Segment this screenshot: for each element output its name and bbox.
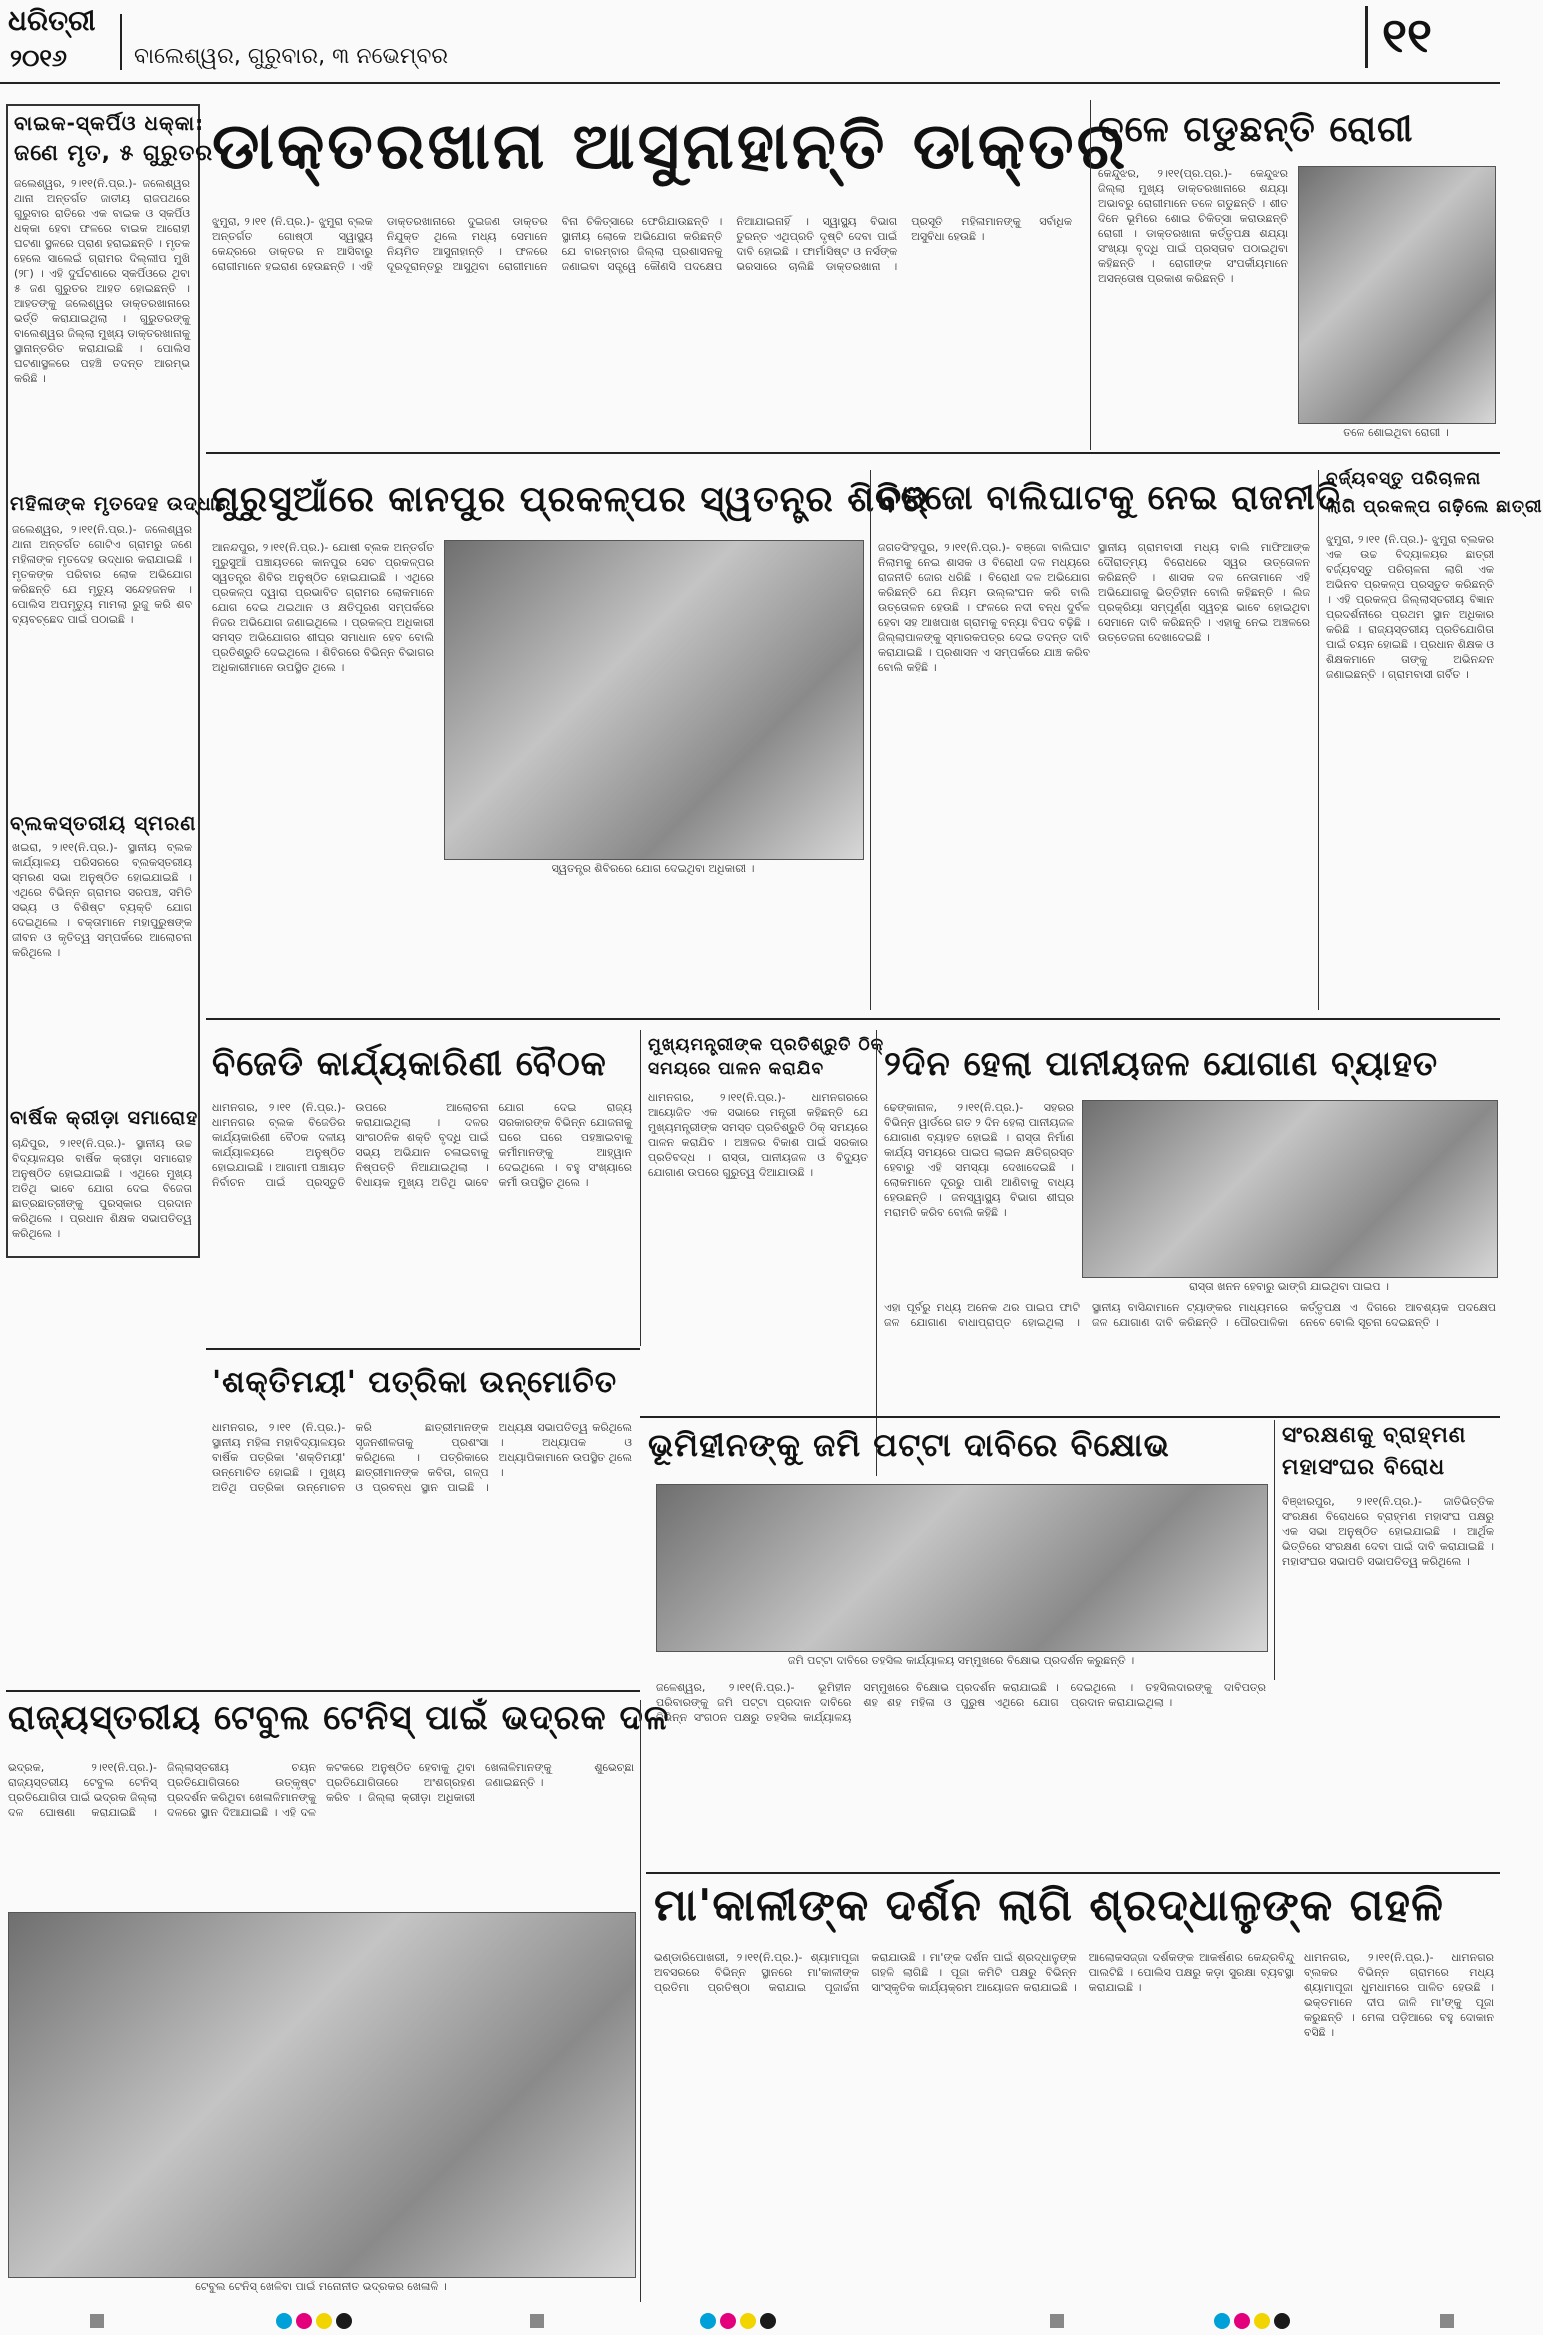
- color-dots-right: [1214, 2313, 1304, 2331]
- top-right-body: କେନ୍ଦୁଝର, ୨।୧୧(ପ୍ର.ପ୍ର.)- କେନ୍ଦୁଝର ଜିଲ୍ଲା ମୁଖ୍ୟ ଡାକ୍ତରଖାନାରେ ଶଯ୍ୟା ଅଭାବରୁ ରୋଗୀମାନେ ତଳେ ଗଡୁଛନ୍ତି । ଶୀତ ଦିନେ ଭୂମିରେ ଶୋଇ ଚିକିତ୍ସା କରାଉଛନ୍ତି ରୋଗୀ । ଡାକ୍ତରଖାନା କର୍ତ୍ତୃପକ୍ଷ ଶଯ୍ୟା ସଂଖ୍ୟା ବୃଦ୍ଧି ପାଇଁ ପ୍ରସ୍ତାବ ପଠାଇଥିବା କହିଛନ୍ତି । ରୋଗୀଙ୍କ ସଂପର୍କୀୟମାନେ ଅସନ୍ତୋଷ ପ୍ରକାଶ କରିଛନ୍ତି ।: [1098, 166, 1288, 436]
- murusuan-headline: ମୁରୁସୁଆଁରେ କାନପୁର ପ୍ରକଳ୍ପର ସ୍ୱତନ୍ତ୍ର ଶିବିର: [212, 479, 929, 520]
- yellow-dot: [740, 2313, 756, 2329]
- bajra-kicker: ବର୍ଜ୍ୟବସ୍ତୁ ପରିଚାଳନା: [1326, 469, 1482, 489]
- sanrakshana-body: ବିଞ୍ଝାରପୁର, ୨।୧୧(ନି.ପ୍ର.)- ଜାତିଭିତ୍ତିକ ସଂରକ୍ଷଣ ବିରୋଧରେ ବ୍ରାହ୍ମଣ ମହାସଂଘ ପକ୍ଷରୁ ଏକ ସଭା ଅନୁଷ୍ଠିତ ହୋଇଯାଇଛି । ଆର୍ଥିକ ଭିତ୍ତିରେ ସଂରକ୍ଷଣ ଦେବା ପାଇଁ ଦାବି କରାଯାଇଛି । ମହାସଂଘର ସଭାପତି ସଭାପତିତ୍ୱ କରିଥିଲେ ।: [1282, 1494, 1494, 1862]
- team-photo: [8, 1912, 636, 2278]
- bhumi-headline: ଭୂମିହୀନଙ୍କୁ ଜମି ପଟ୍ଟା ଦାବିରେ ବିକ୍ଷୋଭ: [648, 1426, 1170, 1464]
- row2-rule: [206, 1018, 1500, 1020]
- top-right-caption: ତଳେ ଶୋଇଥିବା ରୋଗୀ ।: [1343, 426, 1449, 439]
- bajra-headline: ଲାଗି ପ୍ରକଳ୍ପ ଗଢ଼ିଲେ ଛାତ୍ରୀ: [1326, 497, 1543, 517]
- row4-divider: [1274, 1420, 1275, 1680]
- kali-body-2: ଧାମନଗର, ୨।୧୧(ନି.ପ୍ର.)- ଧାମନଗର ବ୍ଲକର ବିଭିନ୍ନ ଗ୍ରାମରେ ମଧ୍ୟ ଶ୍ୟାମାପୂଜା ଧୁମଧାମରେ ପାଳିତ ହେଉଛି । ଭକ୍ତମାନେ ଦୀପ ଜାଳି ମା'ଙ୍କୁ ପୂଜା କରୁଛନ୍ତି । ମେଳା ପଡ଼ିଆରେ ବହୁ ଦୋକାନ ବସିଛି ।: [1304, 1950, 1494, 2292]
- s4-body: ଚାନ୍ଦିପୁର, ୨।୧୧(ନି.ପ୍ର.)- ସ୍ଥାନୀୟ ଉଚ୍ଚ ବିଦ୍ୟାଳୟର ବାର୍ଷିକ କ୍ରୀଡ଼ା ସମାରୋହ ଅନୁଷ୍ଠିତ ହୋଇଯାଇଛି । ଏଥିରେ ମୁଖ୍ୟ ଅତିଥି ଭାବେ ଯୋଗ ଦେଇ ବିଜେତା ଛାତ୍ରଛାତ୍ରୀଙ୍କୁ ପୁରସ୍କାର ପ୍ରଦାନ କରିଥିଲେ । ପ୍ରଧାନ ଶିକ୍ଷକ ସଭାପତିତ୍ୱ କରିଥିଲେ ।: [12, 1136, 192, 1250]
- s1-kicker: ବାଇକ-ସ୍କର୍ପିଓ ଧକ୍କା:: [14, 111, 205, 135]
- kali-body: ଭଣ୍ଡାରିପୋଖରୀ, ୨।୧୧(ନି.ପ୍ର.)- ଶ୍ୟାମାପୂଜା ଅବସରରେ ବିଭିନ୍ନ ସ୍ଥାନରେ ମା'କାଳୀଙ୍କ ପ୍ରତିମା ପ୍ରତିଷ୍ଠା କରାଯାଇ ପୂଜାର୍ଚ୍ଚନା କରାଯାଉଛି । ମା'ଙ୍କ ଦର୍ଶନ ପାଇଁ ଶ୍ରଦ୍ଧାଳୁଙ୍କ ଗହଳି ଲାଗିଛି । ପୂଜା କମିଟି ପକ୍ଷରୁ ବିଭିନ୍ନ ସାଂସ୍କୃତିକ କାର୍ଯ୍ୟକ୍ରମ ଆୟୋଜନ କରାଯାଇଛି । ଆଲୋକସଜ୍ଜା ଦର୍ଶକଙ୍କ ଆକର୍ଷଣର କେନ୍ଦ୍ରବିନ୍ଦୁ ପାଲଟିଛି । ପୋଲିସ ପକ୍ଷରୁ କଡ଼ା ସୁରକ୍ଷା ବ୍ୟବସ୍ଥା କରାଯାଇଛି ।: [654, 1950, 1294, 2292]
- row2-divider-2: [1318, 470, 1319, 1010]
- lead-headline: ଡାକ୍ତରଖାନା ଆସୁନାହାନ୍ତି ଡାକ୍ତର: [212, 110, 1129, 184]
- s3-body: ଖଇରା, ୨।୧୧(ନି.ପ୍ର.)- ସ୍ଥାନୀୟ ବ୍ଲକ କାର୍ଯ୍ୟାଳୟ ପରିସରରେ ବ୍ଲକସ୍ତରୀୟ ସ୍ମରଣ ସଭା ଅନୁଷ୍ଠିତ ହୋଇଯାଇଛି । ଏଥିରେ ବିଭିନ୍ନ ଗ୍ରାମର ସରପଞ୍ଚ, ସମିତି ସଭ୍ୟ ଓ ବିଶିଷ୍ଟ ବ୍ୟକ୍ତି ଯୋଗ ଦେଇଥିଲେ । ବକ୍ତାମାନେ ମହାପୁରୁଷଙ୍କ ଜୀବନ ଓ କୃତିତ୍ୱ ସମ୍ପର୍କରେ ଆଲୋଚନା କରିଥିଲେ ।: [12, 840, 192, 1100]
- masthead-divider: [120, 14, 122, 70]
- shakti-headline: 'ଶକ୍ତିମୟୀ' ପତ୍ରିକା ଉନ୍ମୋଚିତ: [212, 1365, 618, 1400]
- page-number-box: [1365, 6, 1498, 68]
- cyan-dot: [276, 2313, 292, 2329]
- patients-floor-photo: [1298, 166, 1496, 424]
- row3-divider-1: [640, 1030, 641, 1346]
- protest-photo: [656, 1484, 1268, 1652]
- tt-headline: ରାଜ୍ୟସ୍ତରୀୟ ଟେବୁଲ ଟେନିସ୍ ପାଇଁ ଭଦ୍ରକ ଦଳ: [8, 1698, 670, 1738]
- bajra-body: ଝୁମୁରା, ୨।୧୧ (ନି.ପ୍ର.)- ଝୁମୁରା ବ୍ଲକର ଏକ ଉଚ୍ଚ ବିଦ୍ୟାଳୟର ଛାତ୍ରୀ ବର୍ଜ୍ୟବସ୍ତୁ ପରିଚାଳନା ଲାଗି ଏକ ଅଭିନବ ପ୍ରକଳ୍ପ ପ୍ରସ୍ତୁତ କରିଛନ୍ତି । ଏହି ପ୍ରକଳ୍ପ ଜିଲ୍ଲାସ୍ତରୀୟ ବିଜ୍ଞାନ ପ୍ରଦର୍ଶନୀରେ ପ୍ରଥମ ସ୍ଥାନ ଅଧିକାର କରିଛି । ରାଜ୍ୟସ୍ତରୀୟ ପ୍ରତିଯୋଗିତା ପାଇଁ ଚୟନ ହୋଇଛି । ପ୍ରଧାନ ଶିକ୍ଷକ ଓ ଶିକ୍ଷକମାନେ ତାଙ୍କୁ ଅଭିନନ୍ଦନ ଜଣାଇଛନ୍ତି । ଗ୍ରାମବାସୀ ଗର୍ବିତ ।: [1326, 532, 1494, 1010]
- registration-square: [1050, 2314, 1064, 2328]
- banjo-col2: ସ୍ଥାନୀୟ ଗ୍ରାମବାସୀ ମଧ୍ୟ ବାଲି ମାଫିଆଙ୍କ ଦୌରାତ୍ମ୍ୟ ବିରୋଧରେ ସ୍ୱର ଉତ୍ତୋଳନ କରିଛନ୍ତି । ଶାସକ ଦଳ ନେତାମାନେ ଏହି ଅଭିଯୋଗକୁ ଭିତ୍ତିହୀନ ବୋଲି କହିଛନ୍ତି । ଲିଜ ପ୍ରକ୍ରିୟା ସମ୍ପୂର୍ଣ୍ଣ ସ୍ୱଚ୍ଛ ଭାବେ ହୋଇଥିବା ସେମାନେ ଦାବି କରିଛନ୍ତି । ଏହାକୁ ନେଇ ଅଞ୍ଚଳରେ ଉତ୍ତେଜନା ଦେଖାଦେଇଛି ।: [1098, 540, 1310, 1010]
- masthead-rule: [0, 82, 1500, 84]
- s3-headline: ବ୍ଲକସ୍ତରୀୟ ସ୍ମରଣ: [10, 811, 197, 835]
- shakti-body: ଧାମନଗର, ୨।୧୧ (ନି.ପ୍ର.)- ସ୍ଥାନୀୟ ମହିଳା ମହାବିଦ୍ୟାଳୟର ବାର୍ଷିକ ପତ୍ରିକା 'ଶକ୍ତିମୟୀ' ଉନ୍ମୋଚିତ ହୋଇଛି । ମୁଖ୍ୟ ଅତିଥି ପତ୍ରିକା ଉନ୍ମୋଚନ କରି ଛାତ୍ରୀମାନଙ୍କ ସୃଜନଶୀଳତାକୁ ପ୍ରଶଂସା କରିଥିଲେ । ପତ୍ରିକାରେ ଛାତ୍ରୀମାନଙ୍କ କବିତା, ଗଳ୍ପ ଓ ପ୍ରବନ୍ଧ ସ୍ଥାନ ପାଇଛି । ଅଧ୍ୟକ୍ଷ ସଭାପତିତ୍ୱ କରିଥିଲେ । ଅଧ୍ୟାପକ ଓ ଅଧ୍ୟାପିକାମାନେ ଉପସ୍ଥିତ ଥିଲେ ।: [212, 1420, 632, 1680]
- camp-photo: [444, 540, 864, 860]
- row4-rule: [6, 1690, 640, 1692]
- s1-body: ଜଲେଶ୍ୱର, ୨।୧୧(ନି.ପ୍ର.)- ଜଲେଶ୍ୱର ଥାନା ଅନ୍ତର୍ଗତ ଜାତୀୟ ରାଜପଥରେ ଗୁରୁବାର ରାତିରେ ଏକ ବାଇକ ଓ ସ୍କର୍ପିଓ ଧକ୍କା ହେବା ଫଳରେ ବାଇକ ଆରୋହୀ ଘଟଣା ସ୍ଥଳରେ ପ୍ରାଣ ହରାଇଛନ୍ତି । ମୃତକ ହେଲେ ସାଲେଇଁ ଗ୍ରାମର ଦିଲ୍ଲୀପ ମୁଖି (୨୮) । ଏହି ଦୁର୍ଘଟଣାରେ ସ୍କର୍ପିଓରେ ଥିବା ୫ ଜଣ ଗୁରୁତର ଆହତ ହୋଇଛନ୍ତି । ଆହତଙ୍କୁ ଜଲେଶ୍ୱର ଡାକ୍ତରଖାନାରେ ଭର୍ତ୍ତି କରାଯାଇଥିଲା । ଗୁରୁତରଙ୍କୁ ବାଲେଶ୍ୱର ଜିଲ୍ଲା ମୁଖ୍ୟ ଡାକ୍ତରଖାନାକୁ ସ୍ଥାନାନ୍ତରିତ କରାଯାଇଛି । ପୋଲିସ ଘଟଣାସ୍ଥଳରେ ପହଞ୍ଚି ତଦନ୍ତ ଆରମ୍ଭ କରିଛି ।: [14, 176, 190, 456]
- black-dot: [1274, 2313, 1290, 2329]
- registration-square: [90, 2314, 104, 2328]
- row3-rule-right: [640, 1416, 1500, 1418]
- kali-headline: ମା'କାଳୀଙ୍କ ଦର୍ଶନ ଲାଗି ଶ୍ରଦ୍ଧାଳୁଙ୍କ ଗହଳି: [654, 1880, 1444, 1931]
- row5-rule: [646, 1872, 1500, 1874]
- color-dots-center: [700, 2313, 790, 2331]
- yellow-dot: [316, 2313, 332, 2329]
- magenta-dot: [1234, 2313, 1250, 2329]
- row1-rule: [206, 452, 1500, 454]
- s2-headline: ମହିଳାଙ୍କ ମୃତଦେହ ଉଦ୍ଧାର: [10, 493, 232, 515]
- top-right-headline: ତଳେ ଗଡୁଛନ୍ତି ରୋଗୀ: [1098, 109, 1414, 150]
- bhumi-caption: ଜମି ପଟ୍ଟା ଦାବିରେ ତହସିଲ କାର୍ଯ୍ୟାଳୟ ସମ୍ମୁଖରେ ବିକ୍ଷୋଭ ପ୍ରଦର୍ଶନ କରୁଛନ୍ତି ।: [787, 1654, 1135, 1667]
- murusuan-body: ଆନନ୍ଦପୁର, ୨।୧୧(ନି.ପ୍ର.)- ଯୋଷୀ ବ୍ଲକ ଅନ୍ତର୍ଗତ ମୁରୁସୁଆଁ ପଞ୍ଚାୟତରେ କାନପୁର ସେଚ ପ୍ରକଳ୍ପର ସ୍ୱତନ୍ତ୍ର ଶିବିର ଅନୁଷ୍ଠିତ ହୋଇଯାଇଛି । ଏଥିରେ ପ୍ରକଳ୍ପ ଦ୍ୱାରା ପ୍ରଭାବିତ ଗ୍ରାମର ଲୋକମାନେ ଯୋଗ ଦେଇ ଥଇଥାନ ଓ କ୍ଷତିପୂରଣ ସମ୍ପର୍କରେ ନିଜର ଅଭିଯୋଗ ଜଣାଇଥିଲେ । ପ୍ରକଳ୍ପ ଅଧିକାରୀ ସମସ୍ତ ଅଭିଯୋଗର ଶୀଘ୍ର ସମାଧାନ ହେବ ବୋଲି ପ୍ରତିଶ୍ରୁତି ଦେଇଥିଲେ । ଶିବିରରେ ବିଭିନ୍ନ ବିଭାଗର ଅଧିକାରୀମାନେ ଉପସ୍ଥିତ ଥିଲେ ।: [212, 540, 434, 1010]
- pani-body: ଢେଙ୍କାନାଳ, ୨।୧୧(ନି.ପ୍ର.)- ସହରର ବିଭିନ୍ନ ୱାର୍ଡରେ ଗତ ୨ ଦିନ ହେଲା ପାନୀୟଜଳ ଯୋଗାଣ ବ୍ୟାହତ ହୋଇଛି । ରାସ୍ତା ନିର୍ମାଣ କାର୍ଯ୍ୟ ସମୟରେ ପାଇପ ଲାଇନ କ୍ଷତିଗ୍ରସ୍ତ ହେବାରୁ ଏହି ସମସ୍ୟା ଦେଖାଦେଇଛି । ଲୋକମାନେ ଦୂରରୁ ପାଣି ଆଣିବାକୁ ବାଧ୍ୟ ହେଉଛନ୍ତି । ଜନସ୍ୱାସ୍ଥ୍ୟ ବିଭାଗ ଶୀଘ୍ର ମରାମତି କରିବ ବୋଲି କହିଛି ।: [884, 1100, 1074, 1276]
- banjo-headline: ବଞ୍ଜୋ ବାଲିଘାଟକୁ ନେଇ ରାଜନୀତି: [878, 478, 1341, 518]
- magenta-dot: [296, 2313, 312, 2329]
- year: ୨୦୧୬: [10, 44, 67, 72]
- row3-rule-left: [206, 1348, 640, 1350]
- bjd-body: ଧାମନଗର, ୨।୧୧ (ନି.ପ୍ର.)- ଧାମନଗର ବ୍ଲକ ବିଜେଡିର କାର୍ଯ୍ୟକାରିଣୀ ବୈଠକ ଦଳୀୟ କାର୍ଯ୍ୟାଳୟରେ ଅନୁଷ୍ଠିତ ହୋଇଯାଇଛି । ଆଗାମୀ ପଞ୍ଚାୟତ ନିର୍ବାଚନ ପାଇଁ ପ୍ରସ୍ତୁତି ଉପରେ ଆଲୋଚନା କରାଯାଇଥିଲା । ଦଳର ସାଂଗଠନିକ ଶକ୍ତି ବୃଦ୍ଧି ପାଇଁ ସଭ୍ୟ ଅଭିଯାନ ଚଳାଇବାକୁ ନିଷ୍ପତ୍ତି ନିଆଯାଇଥିଲା । ବିଧାୟକ ମୁଖ୍ୟ ଅତିଥି ଭାବେ ଯୋଗ ଦେଇ ରାଜ୍ୟ ସରକାରଙ୍କ ବିଭିନ୍ନ ଯୋଜନାକୁ ଘରେ ଘରେ ପହଞ୍ଚାଇବାକୁ କର୍ମୀମାନଙ୍କୁ ଆହ୍ୱାନ ଦେଇଥିଲେ । ବହୁ ସଂଖ୍ୟାରେ କର୍ମୀ ଉପସ୍ଥିତ ଥିଲେ ।: [212, 1100, 632, 1340]
- s1-headline: ଜଣେ ମୃତ, ୫ ଗୁରୁତର: [14, 141, 213, 166]
- row5-divider: [640, 1700, 641, 2302]
- row2-divider-1: [870, 470, 871, 1010]
- s4-headline: ବାର୍ଷିକ କ୍ରୀଡ଼ା ସମାରୋହ: [10, 1107, 199, 1129]
- dateline: ବାଲେଶ୍ୱର, ଗୁରୁବାର, ୩ ନଭେମ୍ବର: [134, 44, 448, 69]
- color-dots-left: [276, 2313, 366, 2331]
- lead-divider: [1090, 100, 1091, 450]
- sanrakshana-headline-2: ମହାସଂଘର ବିରୋଧ: [1282, 1455, 1446, 1480]
- mm-headline-2: ସମୟରେ ପାଳନ କରାଯିବ: [648, 1059, 825, 1079]
- registration-square: [530, 2314, 544, 2328]
- cyan-dot: [1214, 2313, 1230, 2329]
- black-dot: [760, 2313, 776, 2329]
- black-dot: [336, 2313, 352, 2329]
- tt-body: ଭଦ୍ରକ, ୨।୧୧(ନି.ପ୍ର.)- ରାଜ୍ୟସ୍ତରୀୟ ଟେବୁଲ ଟେନିସ୍ ପ୍ରତିଯୋଗିତା ପାଇଁ ଭଦ୍ରକ ଜିଲ୍ଲା ଦଳ ଘୋଷଣା କରାଯାଇଛି । ଜିଲ୍ଲାସ୍ତରୀୟ ଚୟନ ପ୍ରତିଯୋଗିତାରେ ଉତ୍କୃଷ୍ଟ ପ୍ରଦର୍ଶନ କରିଥିବା ଖେଳାଳିମାନଙ୍କୁ ଦଳରେ ସ୍ଥାନ ଦିଆଯାଇଛି । ଏହି ଦଳ କଟକରେ ଅନୁଷ୍ଠିତ ହେବାକୁ ଥିବା ପ୍ରତିଯୋଗିତାରେ ଅଂଶଗ୍ରହଣ କରିବ । ଜିଲ୍ଲା କ୍ରୀଡ଼ା ଅଧିକାରୀ ଖେଳାଳିମାନଙ୍କୁ ଶୁଭେଚ୍ଛା ଜଣାଇଛନ୍ତି ।: [8, 1760, 634, 1900]
- bjd-headline: ବିଜେଡି କାର୍ଯ୍ୟକାରିଣୀ ବୈଠକ: [212, 1044, 607, 1084]
- registration-square: [1440, 2314, 1454, 2328]
- pani-headline: ୨ଦିନ ହେଲା ପାନୀୟଜଳ ଯୋଗାଣ ବ୍ୟାହତ: [884, 1044, 1439, 1084]
- bhumi-body: ଜଳେଶ୍ୱର, ୨।୧୧(ନି.ପ୍ର.)- ଭୂମିହୀନ ପରିବାରଙ୍କୁ ଜମି ପଟ୍ଟା ପ୍ରଦାନ ଦାବିରେ ବିଭିନ୍ନ ସଂଗଠନ ପକ୍ଷରୁ ତହସିଲ କାର୍ଯ୍ୟାଳୟ ସମ୍ମୁଖରେ ବିକ୍ଷୋଭ ପ୍ରଦର୍ଶନ କରାଯାଇଛି । ଶହ ଶହ ମହିଳା ଓ ପୁରୁଷ ଏଥିରେ ଯୋଗ ଦେଇଥିଲେ । ତହସିଲଦାରଙ୍କୁ ଦାବିପତ୍ର ପ୍ରଦାନ କରାଯାଇଥିଲା ।: [656, 1680, 1266, 1862]
- lead-body: ଝୁମୁରା, ୨।୧୧ (ନି.ପ୍ର.)- ଝୁମୁରା ବ୍ଲକ ଅନ୍ତର୍ଗତ ଗୋଷ୍ଠୀ ସ୍ୱାସ୍ଥ୍ୟ କେନ୍ଦ୍ରରେ ଡାକ୍ତର ନ ଆସିବାରୁ ରୋଗୀମାନେ ହଇରାଣ ହେଉଛନ୍ତି । ଏହି ଡାକ୍ତରଖାନାରେ ଦୁଇଜଣ ଡାକ୍ତର ନିଯୁକ୍ତ ଥିଲେ ମଧ୍ୟ ସେମାନେ ନିୟମିତ ଆସୁନାହାନ୍ତି । ଫଳରେ ଦୂରଦୂରାନ୍ତରୁ ଆସୁଥିବା ରୋଗୀମାନେ ବିନା ଚିକିତ୍ସାରେ ଫେରିଯାଉଛନ୍ତି । ସ୍ଥାନୀୟ ଲୋକେ ଅଭିଯୋଗ କରିଛନ୍ତି ଯେ ବାରମ୍ବାର ଜିଲ୍ଲା ପ୍ରଶାସନକୁ ଜଣାଇବା ସତ୍ତ୍ୱେ କୌଣସି ପଦକ୍ଷେପ ନିଆଯାଇନାହିଁ । ସ୍ୱାସ୍ଥ୍ୟ ବିଭାଗ ତୁରନ୍ତ ଏଥିପ୍ରତି ଦୃଷ୍ଟି ଦେବା ପାଇଁ ଦାବି ହୋଇଛି । ଫାର୍ମାସିଷ୍ଟ ଓ ନର୍ସଙ୍କ ଭରସାରେ ଚାଲିଛି ଡାକ୍ତରଖାନା । ପ୍ରସୂତି ମହିଳାମାନଙ୍କୁ ସର୍ବାଧିକ ଅସୁବିଧା ହେଉଛି ।: [212, 214, 1072, 444]
- mm-body: ଧାମନଗର, ୨।୧୧(ନି.ପ୍ର.)- ଧାମନଗରରେ ଆୟୋଜିତ ଏକ ସଭାରେ ମନ୍ତ୍ରୀ କହିଛନ୍ତି ଯେ ମୁଖ୍ୟମନ୍ତ୍ରୀଙ୍କ ସମସ୍ତ ପ୍ରତିଶ୍ରୁତି ଠିକ୍ ସମୟରେ ପାଳନ କରାଯିବ । ଅଞ୍ଚଳର ବିକାଶ ପାଇଁ ସରକାର ପ୍ରତିବଦ୍ଧ । ରାସ୍ତା, ପାନୀୟଜଳ ଓ ବିଦ୍ୟୁତ ଯୋଗାଣ ଉପରେ ଗୁରୁତ୍ୱ ଦିଆଯାଉଛି ।: [648, 1090, 868, 1470]
- yellow-dot: [1254, 2313, 1270, 2329]
- magenta-dot: [720, 2313, 736, 2329]
- camp-caption: ସ୍ୱତନ୍ତ୍ର ଶିବିରରେ ଯୋଗ ଦେଇଥିବା ଅଧିକାରୀ ।: [551, 862, 755, 875]
- masthead: [0, 0, 1500, 82]
- footer: [0, 2306, 1500, 2335]
- cyan-dot: [700, 2313, 716, 2329]
- row3-divider-2: [876, 1030, 877, 1476]
- page-number: ୧୧: [1382, 8, 1433, 64]
- pipeline-photo: [1082, 1100, 1498, 1278]
- logo: ଧରିତ୍ରୀ: [8, 4, 96, 37]
- mm-headline-1: ମୁଖ୍ୟମନ୍ତ୍ରୀଙ୍କ ପ୍ରତିଶ୍ରୁତି ଠିକ୍: [648, 1035, 885, 1055]
- s2-body: ଜଲେଶ୍ୱର, ୨।୧୧(ନି.ପ୍ର.)- ଜଲେଶ୍ୱର ଥାନା ଅନ୍ତର୍ଗତ ଗୋଟିଏ ଗ୍ରାମରୁ ଜଣେ ମହିଳାଙ୍କ ମୃତଦେହ ଉଦ୍ଧାର କରାଯାଇଛି । ମୃତକଙ୍କ ପରିବାର ଲୋକ ଅଭିଯୋଗ କରିଛନ୍ତି ଯେ ମୃତ୍ୟୁ ସନ୍ଦେହଜନକ । ପୋଲିସ ଅପମୃତ୍ୟୁ ମାମଲା ରୁଜୁ କରି ଶବ ବ୍ୟବଚ୍ଛେଦ ପାଇଁ ପଠାଇଛି ।: [12, 522, 192, 802]
- sanrakshana-headline-1: ସଂରକ୍ଷଣକୁ ବ୍ରାହ୍ମଣ: [1282, 1423, 1467, 1448]
- pani-caption: ରାସ୍ତା ଖନନ ହେବାରୁ ଭାଙ୍ଗି ଯାଇଥିବା ପାଇପ ।: [1189, 1280, 1389, 1293]
- tt-caption: ଟେବୁଲ ଟେନିସ୍ ଖେଳିବା ପାଇଁ ମନୋନୀତ ଭଦ୍ରକର ଖେଳାଳି ।: [195, 2280, 447, 2293]
- pani-col2: ଏହା ପୂର୍ବରୁ ମଧ୍ୟ ଅନେକ ଥର ପାଇପ ଫାଟି ଜଳ ଯୋଗାଣ ବାଧାପ୍ରାପ୍ତ ହୋଇଥିଲା । ସ୍ଥାନୀୟ ବାସିନ୍ଦାମାନେ ଟ୍ୟାଙ୍କର ମାଧ୍ୟମରେ ଜଳ ଯୋଗାଣ ଦାବି କରିଛନ୍ତି । ପୌରପାଳିକା କର୍ତ୍ତୃପକ୍ଷ ଏ ଦିଗରେ ଆବଶ୍ୟକ ପଦକ୍ଷେପ ନେବେ ବୋଲି ସୂଚନା ଦେଇଛନ୍ତି ।: [884, 1300, 1496, 1410]
- banjo-body: ଜଗତସିଂହପୁର, ୨।୧୧(ନି.ପ୍ର.)- ବଞ୍ଜୋ ବାଲିଘାଟ ନିଲାମକୁ ନେଇ ଶାସକ ଓ ବିରୋଧୀ ଦଳ ମଧ୍ୟରେ ରାଜନୀତି ଜୋର ଧରିଛି । ବିରୋଧୀ ଦଳ ଅଭିଯୋଗ କରିଛନ୍ତି ଯେ ନିୟମ ଉଲ୍ଲଂଘନ କରି ବାଲି ଉତ୍ତୋଳନ ହେଉଛି । ଫଳରେ ନଦୀ ବନ୍ଧ ଦୁର୍ବଳ ହେବା ସହ ଆଖପାଖ ଗ୍ରାମକୁ ବନ୍ୟା ବିପଦ ବଢ଼ିଛି । ଜିଲ୍ଲାପାଳଙ୍କୁ ସ୍ମାରକପତ୍ର ଦେଇ ତଦନ୍ତ ଦାବି କରାଯାଇଛି । ପ୍ରଶାସନ ଏ ସମ୍ପର୍କରେ ଯାଞ୍ଚ କରିବ ବୋଲି କହିଛି ।: [878, 540, 1090, 1010]
